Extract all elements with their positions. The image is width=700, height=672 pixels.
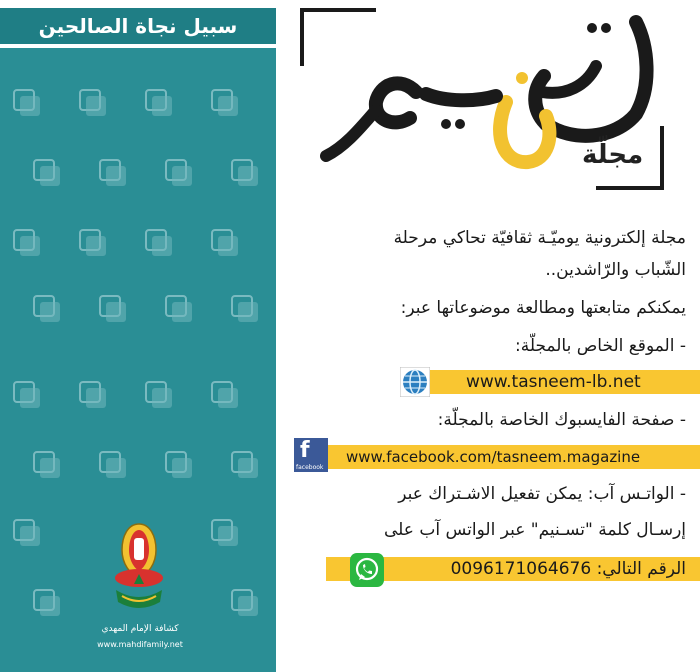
intro-line-2: الشّباب والرّاشدين..	[545, 260, 686, 280]
decorative-square	[34, 296, 60, 322]
whatsapp-icon	[350, 553, 384, 587]
whatsapp-number-line: الرقم التالي: 0096171064676	[450, 559, 686, 579]
facebook-icon-caption: facebook	[296, 464, 324, 471]
magazine-label: مجلّة	[582, 140, 644, 170]
decorative-square	[212, 230, 238, 256]
website-label: - الموقع الخاص بالمجلّة:	[514, 336, 686, 356]
decorative-square	[80, 230, 106, 256]
decorative-square	[14, 230, 40, 256]
decorative-square	[166, 452, 192, 478]
decorative-square	[146, 90, 172, 116]
decorative-square	[14, 90, 40, 116]
scout-emblem-icon	[104, 520, 174, 620]
decorative-square	[232, 452, 258, 478]
decorative-square	[166, 296, 192, 322]
decorative-square	[100, 160, 126, 186]
facebook-icon-letter: f	[300, 438, 310, 463]
decorative-square	[146, 230, 172, 256]
website-link[interactable]: www.tasneem-lb.net	[466, 372, 641, 392]
follow-line: يمكنكم متابعتها ومطالعة موضوعاتها عبر:	[400, 298, 686, 318]
decorative-square	[34, 590, 60, 616]
whatsapp-line-2: إرسـال كلمة "تسـنيم" عبر الواتس آب على	[384, 520, 686, 540]
decorative-square	[232, 296, 258, 322]
decorative-square	[212, 382, 238, 408]
decorative-square	[232, 590, 258, 616]
decorative-square	[80, 90, 106, 116]
decorative-square	[14, 520, 40, 546]
whatsapp-line-1: - الواتـس آب: يمكن تفعيل الاشـتراك عبر	[398, 484, 686, 504]
decorative-square	[34, 160, 60, 186]
decorative-square	[212, 520, 238, 546]
facebook-label: - صفحة الفايسبوك الخاصة بالمجلّة:	[437, 410, 686, 430]
decorative-square	[146, 382, 172, 408]
decorative-square	[14, 382, 40, 408]
decorative-square	[232, 160, 258, 186]
decorative-square	[100, 296, 126, 322]
decorative-square	[80, 382, 106, 408]
globe-icon	[400, 367, 430, 397]
left-panel	[0, 0, 276, 672]
decorative-square	[212, 90, 238, 116]
decorative-square	[100, 452, 126, 478]
right-panel	[276, 0, 700, 672]
decorative-square	[166, 160, 192, 186]
facebook-icon	[294, 438, 328, 472]
decorative-square	[34, 452, 60, 478]
left-title: سبيل نجاة الصالحين	[0, 8, 276, 44]
facebook-link[interactable]: www.facebook.com/tasneem.magazine	[346, 448, 641, 466]
scout-name: كشافة الإمام المهدي	[101, 624, 179, 634]
scout-url: www.mahdifamily.net	[97, 640, 183, 649]
intro-line-1: مجلة إلكترونية يوميّـة ثقافيّة تحاكي مرحلة	[393, 228, 686, 248]
